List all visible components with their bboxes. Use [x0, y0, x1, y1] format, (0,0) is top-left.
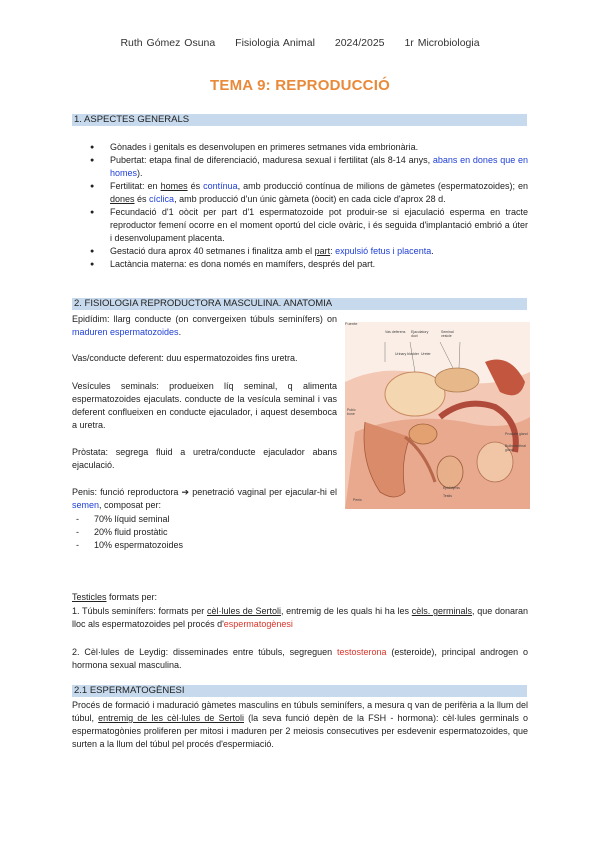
- list-item: - 20% fluid prostàtic: [72, 526, 272, 539]
- paragraph-text: , composat per:: [99, 500, 162, 510]
- highlight-red: espermatogènesi: [223, 619, 293, 629]
- header-course: 1r Microbiologia: [404, 37, 480, 49]
- male-anatomy-illustration: [345, 322, 530, 509]
- paragraph-text: 2. Cèl·lules de Leydig: disseminades entre túbuls, segreguen: [72, 647, 337, 657]
- paragraph-text: .: [178, 327, 182, 337]
- label-ureter: Ureter: [421, 352, 431, 356]
- paragraph-text: Procés de formació i maduració gàmetes masculins en túbuls seminífers, a mesura q van de perifèria a la llum del túbul,: [72, 700, 528, 723]
- bullet-text: és: [187, 181, 204, 191]
- paragraph-text: (la seva funció depèn de la FSH - hormona): cèl·lules germinals o espermatogònies proliferen per mitosi i maduren per 2 meiosis consecutives per esdevenir espermatozoides, que surten a la llum del túbul pel procés d'espermiació.: [72, 713, 528, 749]
- vesicules-paragraph: Vesícules seminals: produeixen líq seminal, q alimenta espermatozoides ejaculats. conducte de la vesícula seminal i vas deferent conflueixen en conducte ejaculador, i aquest desemboca a uretra.: [72, 381, 337, 430]
- paragraph-text: Epidídim: llarg conducte (on convergeixen túbuls seminífers) on: [72, 314, 337, 324]
- bullet-text: és: [134, 194, 150, 204]
- page-title: TEMA 9: REPRODUCCIÓ: [210, 77, 390, 94]
- highlight-blue: expulsió fetus i placenta: [335, 246, 432, 256]
- label-ejaculatory-duct: Ejaculatory duct: [411, 330, 429, 338]
- general-aspects-list: [90, 141, 528, 271]
- bullet-text: Gònades i genitals es desenvolupen en primeres setmanes vida embrionària.: [110, 142, 419, 152]
- tubuls-paragraph: [72, 605, 528, 631]
- label-seminal-vesicle: Seminal vesicle: [441, 330, 454, 338]
- underlined-text: entremig de les cèl·lules de Sertoli: [98, 713, 245, 723]
- paragraph-text: 1. Túbuls seminífers: formats per: [72, 606, 207, 616]
- list-item: - 10% espermatozoides: [72, 539, 272, 552]
- bullet-text: Lactància materna: es dona només en mamífers, després del part.: [110, 259, 376, 269]
- highlight-blue: abans en dones que en homes: [110, 155, 529, 178]
- underlined-text: part: [314, 246, 331, 256]
- label-epididymis: Epididymis: [443, 486, 460, 490]
- highlight-blue: semen: [72, 500, 100, 510]
- list-item: [90, 258, 528, 271]
- semen-composition-list: [72, 513, 272, 552]
- paragraph-text: Penis: funció reproductora ➔ penetració vaginal per ejacular-hi el: [72, 487, 337, 497]
- leydig-paragraph: [72, 646, 528, 672]
- vas-deferent-paragraph: Vas/conducte deferent: duu espermatozoides fins uretra.: [72, 353, 298, 363]
- bullet-text: .: [431, 246, 434, 256]
- header-author: Ruth Gómez Osuna: [120, 37, 216, 49]
- bullet-text: :: [330, 246, 336, 256]
- label-testis: Testis: [443, 494, 452, 498]
- highlight-red: testosterona: [336, 647, 387, 657]
- bullet-text: Pubertat: etapa final de diferenciació, maduresa sexual i fertilitat (als 8-14 anys,: [110, 155, 433, 165]
- bullet-text: Fertilitat: en: [110, 181, 161, 191]
- label-pubic-bone: Pubic bone: [347, 408, 356, 416]
- bullet-text: Fecundació d'1 oòcit per part d'1 espermatozoide pot produir-se si ejaculació esperma en tracte reproductor femení ocorre en el moment oportú del cicle ovàric, i és seguida d'implantació embrió a úter i desenvolupament placenta.: [110, 207, 528, 243]
- section-heading-aspectes: 1. ASPECTES GENERALS: [72, 114, 527, 126]
- label-bulbourethral-gland: Bulbourethral gland: [505, 444, 526, 452]
- list-item: [90, 245, 528, 258]
- header-year: 2024/2025: [334, 37, 385, 49]
- paragraph-text: , entremig de les quals hi ha les: [280, 606, 412, 616]
- label-urinary-bladder: Urinary bladder: [395, 352, 419, 356]
- bullet-text: Gestació dura aprox 40 setmanes i finalitza amb el: [110, 246, 315, 256]
- underlined-text: homes: [160, 181, 188, 191]
- figure-source-tag: Fuente: [345, 321, 358, 326]
- highlight-blue: cíclica: [149, 194, 175, 204]
- list-item: - 70% líquid seminal: [72, 513, 272, 526]
- list-item: [90, 206, 528, 245]
- paragraph-text: , que donaran lloc als espermatozoides pel procés d': [72, 606, 528, 629]
- list-item: [90, 141, 528, 154]
- page-header: [0, 37, 600, 49]
- list-item: [90, 180, 528, 206]
- section-heading-espermatogenesi: 2.1 ESPERMATOGÈNESI: [72, 685, 527, 697]
- underlined-text: dones: [110, 194, 135, 204]
- paragraph-text: formats per:: [106, 592, 158, 602]
- bullet-text: ).: [137, 168, 143, 178]
- underlined-text: cèls. germinals: [411, 606, 473, 616]
- espermatogenesi-paragraph: [72, 699, 528, 751]
- header-subject: Fisiologia Animal: [235, 37, 315, 49]
- epididim-paragraph: [72, 313, 337, 339]
- prostata-paragraph: Pròstata: segrega fluid a uretra/conducte ejaculador abans ejaculació.: [72, 447, 337, 470]
- paragraph-text: (esteroide), principal androgen o hormona sexual masculina.: [72, 647, 529, 670]
- bullet-text: , amb producció contínua de milions de gàmetes (espermatozoides); en: [237, 181, 528, 191]
- anatomy-drawing: [345, 322, 530, 509]
- highlight-blue: maduren espermatozoides: [72, 327, 179, 337]
- bullet-text: , amb producció d'un únic gàmeta (òocit) en cada cicle d'aprox 28 d.: [174, 194, 446, 204]
- testicles-heading: [72, 591, 528, 604]
- label-prostate-gland: Prostate gland: [505, 432, 528, 436]
- label-penis: Penis: [353, 498, 362, 502]
- highlight-blue: contínua: [203, 181, 238, 191]
- underlined-text: Testicles: [72, 592, 107, 602]
- section-heading-fisiologia: 2. FISIOLOGIA REPRODUCTORA MASCULINA. ANATOMIA: [72, 298, 527, 310]
- list-item: [90, 154, 528, 180]
- label-vas-deferens: Vas deferens: [385, 330, 406, 334]
- underlined-text: cèl·lules de Sertoli: [206, 606, 281, 616]
- penis-paragraph: [72, 486, 337, 512]
